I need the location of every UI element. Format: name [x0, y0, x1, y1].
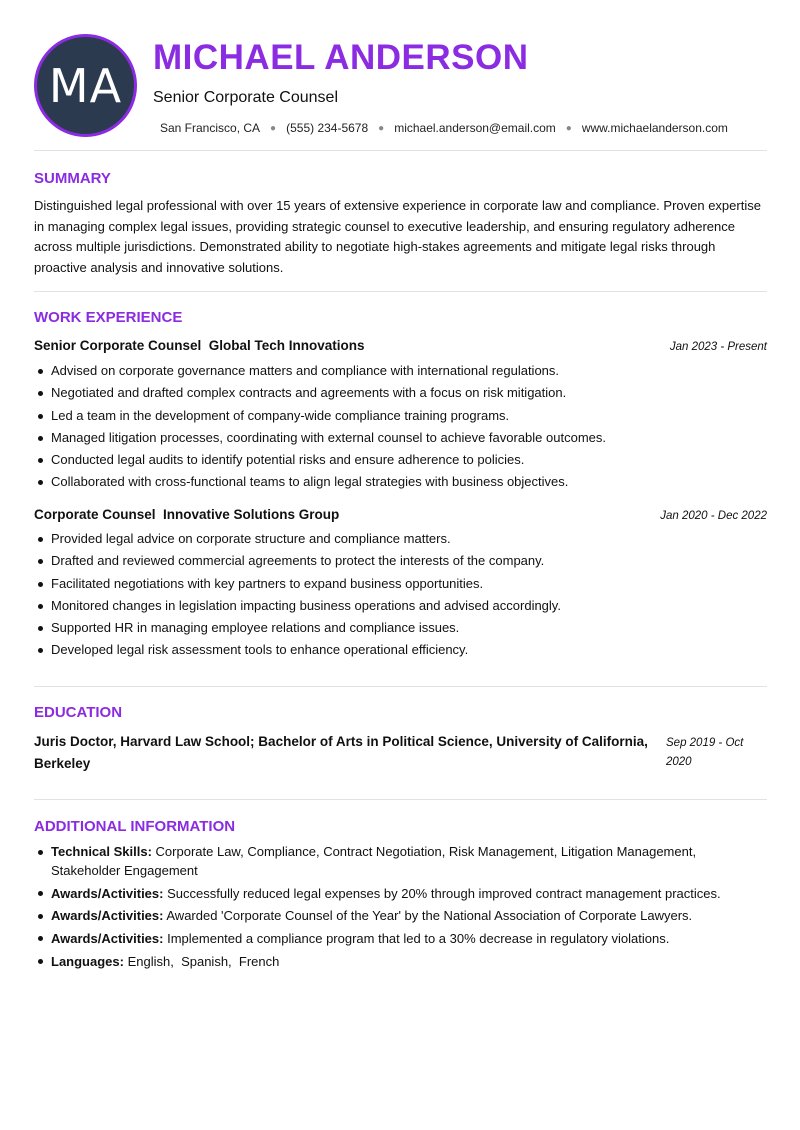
section-divider [34, 799, 767, 800]
item-text: Successfully reduced legal expenses by 20% through improved contract management practices. [167, 885, 721, 901]
summary-text: Distinguished legal professional with over 15 years of extensive experience in corporate law and compliance. Proven expertise in managing complex legal issues, providing strategic counsel to executive leadership, and ensuring regulatory adherence across multiple jurisdictions. Demonstrated ability to negotiate high-stakes agreements and mitigate legal risks through proactive analysis and innovative solutions. [34, 198, 761, 275]
list-item: Facilitated negotiations with key partners to expand business opportunities. [34, 573, 764, 595]
work-experience-heading: WORK EXPERIENCE [34, 309, 183, 326]
list-item: Collaborated with cross-functional teams to align legal strategies with business objectives. [34, 471, 764, 493]
list-item [34, 842, 764, 880]
item-text: Implemented a compliance program that led to a 30% decrease in regulatory violations. [167, 930, 670, 946]
contact-location: San Francisco, CA [160, 121, 261, 135]
item-label: Awards/Activities: [51, 908, 164, 923]
list-item [34, 952, 764, 971]
job-role: Senior Corporate Counsel Global Tech Innovations [34, 338, 365, 353]
item-label: Technical Skills: [51, 844, 152, 859]
list-item: Supported HR in managing employee relations and compliance issues. [34, 617, 764, 639]
section-divider [34, 291, 767, 292]
item-label: Awards/Activities: [51, 885, 164, 901]
section-divider [34, 686, 767, 687]
job-bullets [34, 360, 764, 494]
list-item [34, 906, 764, 925]
bullet-separator-icon: ● [565, 122, 572, 134]
contact-website[interactable]: www.michaelanderson.com [581, 121, 728, 135]
education-dates: Sep 2019 - Oct 2020 [666, 737, 744, 768]
avatar-initials: MA [48, 58, 123, 113]
job-header [34, 338, 767, 353]
additional-info-list [34, 842, 764, 974]
contact-email[interactable]: michael.anderson@email.com [394, 121, 556, 135]
section-divider [34, 150, 767, 151]
list-item: Drafted and reviewed commercial agreements to protect the interests of the company. [34, 550, 764, 572]
list-item: Conducted legal audits to identify potential risks and ensure adherence to policies. [34, 449, 764, 471]
list-item: Developed legal risk assessment tools to enhance operational efficiency. [34, 639, 764, 661]
item-text: English, Spanish, French [127, 953, 280, 969]
list-item [34, 884, 764, 903]
candidate-name: MICHAEL ANDERSON [153, 38, 529, 77]
job-title: Senior Corporate Counsel [153, 89, 338, 106]
list-item: Provided legal advice on corporate structure and compliance matters. [34, 528, 764, 550]
contact-bar [160, 121, 728, 135]
avatar [34, 34, 137, 137]
bullet-separator-icon: ● [378, 122, 385, 134]
bullet-separator-icon: ● [270, 122, 277, 134]
list-item: Negotiated and drafted complex contracts and agreements with a focus on risk mitigation. [34, 382, 764, 404]
summary-heading: SUMMARY [34, 170, 111, 187]
item-label: Awards/Activities: [51, 930, 164, 946]
job-header [34, 507, 767, 522]
additional-info-heading: ADDITIONAL INFORMATION [34, 818, 236, 835]
job-dates: Jan 2023 - Present [669, 341, 767, 353]
item-label: Languages: [51, 953, 124, 969]
item-text: Awarded 'Corporate Counsel of the Year' by the National Association of Corporate Lawyers. [166, 908, 693, 923]
item-text: Corporate Law, Compliance, Contract Negotiation, Risk Management, Litigation Management, Stakeholder Engagement [51, 844, 697, 878]
job-role: Corporate Counsel Innovative Solutions Group [34, 507, 340, 522]
education-degree: Juris Doctor, Harvard Law School; Bachelor of Arts in Political Science, University of California, Berkeley [34, 734, 648, 771]
list-item: Monitored changes in legislation impacting business operations and advised accordingly. [34, 595, 764, 617]
education-heading: EDUCATION [34, 704, 123, 721]
list-item: Managed litigation processes, coordinating with external counsel to achieve favorable outcomes. [34, 427, 764, 449]
list-item: Advised on corporate governance matters and compliance with international regulations. [34, 360, 764, 382]
list-item [34, 929, 764, 948]
list-item: Led a team in the development of company-wide compliance training programs. [34, 405, 764, 427]
contact-phone: (555) 234-5678 [286, 121, 369, 135]
job-dates: Jan 2020 - Dec 2022 [660, 510, 767, 522]
job-bullets [34, 528, 764, 662]
